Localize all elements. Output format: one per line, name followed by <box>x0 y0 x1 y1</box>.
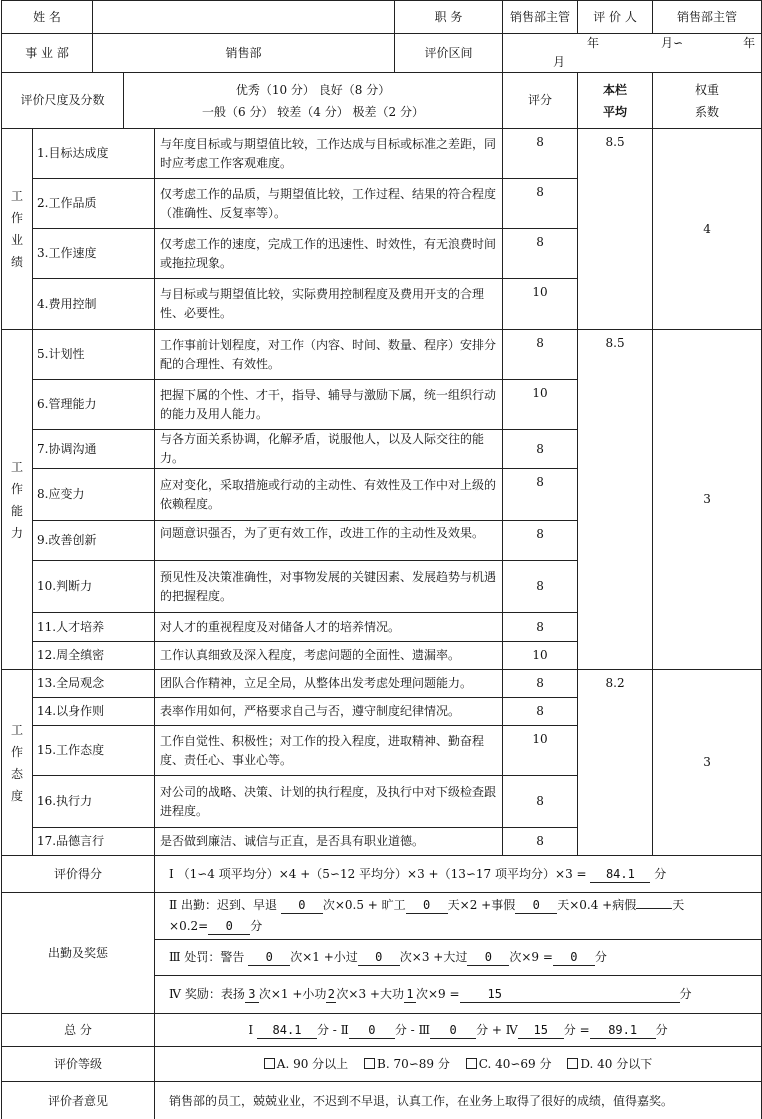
item-desc: 对公司的战略、决策、计划的执行程度，及执行中对下级检查跟进程度。 <box>155 776 503 828</box>
score-formula: Ⅰ （1∽4 项平均分）×4 +（5∽12 平均分）×3 +（13∽17 项平均分）×3 = <box>169 866 587 881</box>
total-part-3[interactable]: 0 <box>430 1023 476 1039</box>
item-score[interactable]: 8 <box>503 521 578 561</box>
item-desc: 是否做到廉洁、诚信与正直，是否具有职业道德。 <box>155 828 503 856</box>
item-score[interactable]: 8 <box>503 613 578 642</box>
group-average[interactable]: 8.5 <box>578 129 653 330</box>
scale-line-1: 优秀（10 分） 良好（8 分） <box>235 82 391 97</box>
absent-count[interactable]: 0 <box>406 898 448 914</box>
warning-count[interactable]: 0 <box>248 950 290 966</box>
evaluator-label: 评 价 人 <box>578 1 653 34</box>
penalty-total[interactable]: 0 <box>553 950 595 966</box>
dept-value[interactable]: 销售部 <box>93 34 395 73</box>
group-weight: 3 <box>653 330 762 670</box>
item-score[interactable]: 8 <box>503 776 578 828</box>
scale-label: 评价尺度及分数 <box>2 73 124 129</box>
period-label: 评价区间 <box>395 34 503 73</box>
group-average[interactable]: 8.5 <box>578 330 653 670</box>
scale-line-2: 一般（6 分） 较差（4 分） 极差（2 分） <box>202 104 425 119</box>
item-name: 16.执行力 <box>33 776 155 828</box>
total-part-4[interactable]: 15 <box>518 1023 564 1039</box>
attendance-line: Ⅱ 出勤：迟到、早退 0 次×0.5 + 旷工 0 天×2 +事假 0 天×0.4 +病假 天 ×0.2= 0 分 <box>155 893 762 940</box>
checkbox-icon[interactable] <box>264 1058 275 1069</box>
item-name: 11.人才培养 <box>33 613 155 642</box>
scale-legend <box>124 73 503 129</box>
period-field[interactable] <box>503 34 762 73</box>
checkbox-icon[interactable] <box>567 1058 578 1069</box>
group-weight: 3 <box>653 670 762 856</box>
total-label: 总 分 <box>2 1014 155 1047</box>
score-unit: 分 <box>654 866 667 881</box>
item-desc: 工作事前计划程度，对工作（内容、时间、数量、程序）安排分配的合理性、有效性。 <box>155 330 503 380</box>
item-score[interactable]: 8 <box>503 670 578 698</box>
evaluator-value[interactable]: 销售部主管 <box>653 1 762 34</box>
reward-total[interactable]: 15 <box>460 987 680 1003</box>
position-value[interactable]: 销售部主管 <box>503 1 578 34</box>
item-name: 3.工作速度 <box>33 229 155 279</box>
item-desc: 工作自觉性、积极性；对工作的投入程度，进取精神、勤奋程度、责任心、事业心等。 <box>155 726 503 776</box>
score-total[interactable]: 84.1 <box>590 867 650 883</box>
item-desc: 与目标或与期望值比较，实际费用控制程度及费用开支的合理性、必要性。 <box>155 279 503 330</box>
personal-leave-count[interactable]: 0 <box>515 898 557 914</box>
checkbox-icon[interactable] <box>466 1058 477 1069</box>
evaluation-form <box>1 0 762 1119</box>
item-desc: 工作认真细致及深入程度，考虑问题的全面性、遗漏率。 <box>155 642 503 670</box>
score-header: 评分 <box>503 73 578 129</box>
group-performance-label: 工 作 业 绩 <box>2 129 33 330</box>
total-part-2[interactable]: 0 <box>349 1023 395 1039</box>
total-formula: Ⅰ 84.1 分 - Ⅱ 0 分 - Ⅲ 0 分 + Ⅳ 15 分 = 89.1 分 <box>155 1014 762 1047</box>
item-score[interactable]: 10 <box>503 726 578 776</box>
item-score[interactable]: 8 <box>503 330 578 380</box>
item-name: 10.判断力 <box>33 561 155 613</box>
item-name: 1.目标达成度 <box>33 129 155 179</box>
item-score[interactable]: 8 <box>503 430 578 469</box>
weight-header: 权重 系数 <box>653 73 762 129</box>
period-year-start: 年 <box>587 36 600 50</box>
total-part-1[interactable]: 84.1 <box>257 1023 317 1039</box>
penalty-line: Ⅲ 处罚：警告 0 次×1 +小过 0 次×3 +大过 0 次×9 = 0 分 <box>155 940 762 976</box>
period-year-end: 年 <box>743 36 756 50</box>
item-name: 2.工作品质 <box>33 179 155 229</box>
period-month-end: 月 <box>553 55 566 69</box>
major-demerit-count[interactable]: 0 <box>467 950 509 966</box>
item-score[interactable]: 8 <box>503 828 578 856</box>
item-desc: 仅考虑工作的品质，与期望值比较，工作过程、结果的符合程度（准确性、反复率等）。 <box>155 179 503 229</box>
comment-text[interactable]: 销售部的员工，兢兢业业，不迟到不早退，认真工作，在业务上取得了很好的成绩，值得嘉奖。 <box>155 1082 762 1119</box>
item-desc: 团队合作精神，立足全局，从整体出发考虑处理问题能力。 <box>155 670 503 698</box>
major-merit-count[interactable]: 1 <box>404 987 416 1003</box>
item-desc: 预见性及决策准确性，对事物发展的关键因素、发展趋势与机遇的把握程度。 <box>155 561 503 613</box>
item-name: 4.费用控制 <box>33 279 155 330</box>
item-desc: 对人才的重视程度及对储备人才的培养情况。 <box>155 613 503 642</box>
item-name: 5.计划性 <box>33 330 155 380</box>
item-name: 17.品德言行 <box>33 828 155 856</box>
item-desc: 与年度目标或与期望值比较，工作达成与目标或标准之差距，同时应考虑工作客观难度。 <box>155 129 503 179</box>
item-score[interactable]: 10 <box>503 279 578 330</box>
comment-label: 评价者意见 <box>2 1082 155 1119</box>
item-name: 7.协调沟通 <box>33 430 155 469</box>
group-ability-label: 工 作 能 力 <box>2 330 33 670</box>
period-month-start: 月∽ <box>661 36 684 50</box>
item-desc: 问题意识强否，为了更有效工作，改进工作的主动性及效果。 <box>155 521 503 561</box>
position-label: 职 务 <box>395 1 503 34</box>
item-desc: 应对变化，采取措施或行动的主动性、有效性及工作中对上级的依赖程度。 <box>155 469 503 521</box>
grade-option-d[interactable]: D. 40 分以下 <box>567 1057 652 1071</box>
item-score[interactable]: 8 <box>503 129 578 179</box>
dept-label: 事 业 部 <box>2 34 93 73</box>
item-score[interactable]: 10 <box>503 380 578 430</box>
item-name: 12.周全缜密 <box>33 642 155 670</box>
minor-demerit-count[interactable]: 0 <box>358 950 400 966</box>
praise-count[interactable]: 3 <box>245 987 259 1003</box>
item-desc: 与各方面关系协调，化解矛盾，说服他人，以及人际交往的能力。 <box>155 430 503 469</box>
group-attitude-label: 工 作 态 度 <box>2 670 33 856</box>
item-name: 9.改善创新 <box>33 521 155 561</box>
grade-option-c[interactable]: C. 40∽69 分 <box>466 1057 552 1071</box>
group-average[interactable]: 8.2 <box>578 670 653 856</box>
item-score[interactable]: 10 <box>503 642 578 670</box>
name-field[interactable] <box>93 1 395 34</box>
group-weight: 4 <box>653 129 762 330</box>
score-formula-cell <box>155 856 762 893</box>
attendance-total[interactable]: 0 <box>208 919 250 935</box>
name-label: 姓 名 <box>2 1 93 34</box>
attendance-label: 出勤及奖惩 <box>2 893 155 1014</box>
average-header: 本栏 平均 <box>578 73 653 129</box>
late-count[interactable]: 0 <box>281 898 323 914</box>
reward-line: Ⅳ 奖励：表扬 3 次×1 +小功2次×3 +大功 1 次×9 = 15 分 <box>155 976 762 1014</box>
item-score[interactable]: 8 <box>503 229 578 279</box>
item-name: 15.工作态度 <box>33 726 155 776</box>
grade-option-a[interactable]: A. 90 分以上 <box>264 1057 348 1071</box>
item-name: 14.以身作则 <box>33 698 155 726</box>
item-name: 13.全局观念 <box>33 670 155 698</box>
item-score[interactable]: 8 <box>503 179 578 229</box>
checkbox-icon[interactable] <box>364 1058 375 1069</box>
item-desc: 把握下属的个性、才干，指导、辅导与激励下属，统一组织行动的能力及用人能力。 <box>155 380 503 430</box>
grade-options <box>155 1047 762 1082</box>
item-name: 6.管理能力 <box>33 380 155 430</box>
item-desc: 表率作用如何，严格要求自己与否，遵守制度纪律情况。 <box>155 698 503 726</box>
item-score[interactable]: 8 <box>503 469 578 521</box>
minor-merit-count[interactable]: 2 <box>327 987 335 1001</box>
grade-label: 评价等级 <box>2 1047 155 1082</box>
grand-total[interactable]: 89.1 <box>590 1023 656 1039</box>
sick-leave-count[interactable] <box>636 908 672 909</box>
item-name: 8.应变力 <box>33 469 155 521</box>
item-score[interactable]: 8 <box>503 698 578 726</box>
item-desc: 仅考虑工作的速度，完成工作的迅速性、时效性，有无浪费时间或拖拉现象。 <box>155 229 503 279</box>
item-score[interactable]: 8 <box>503 561 578 613</box>
grade-option-b[interactable]: B. 70∽89 分 <box>364 1057 450 1071</box>
score-label: 评价得分 <box>2 856 155 893</box>
